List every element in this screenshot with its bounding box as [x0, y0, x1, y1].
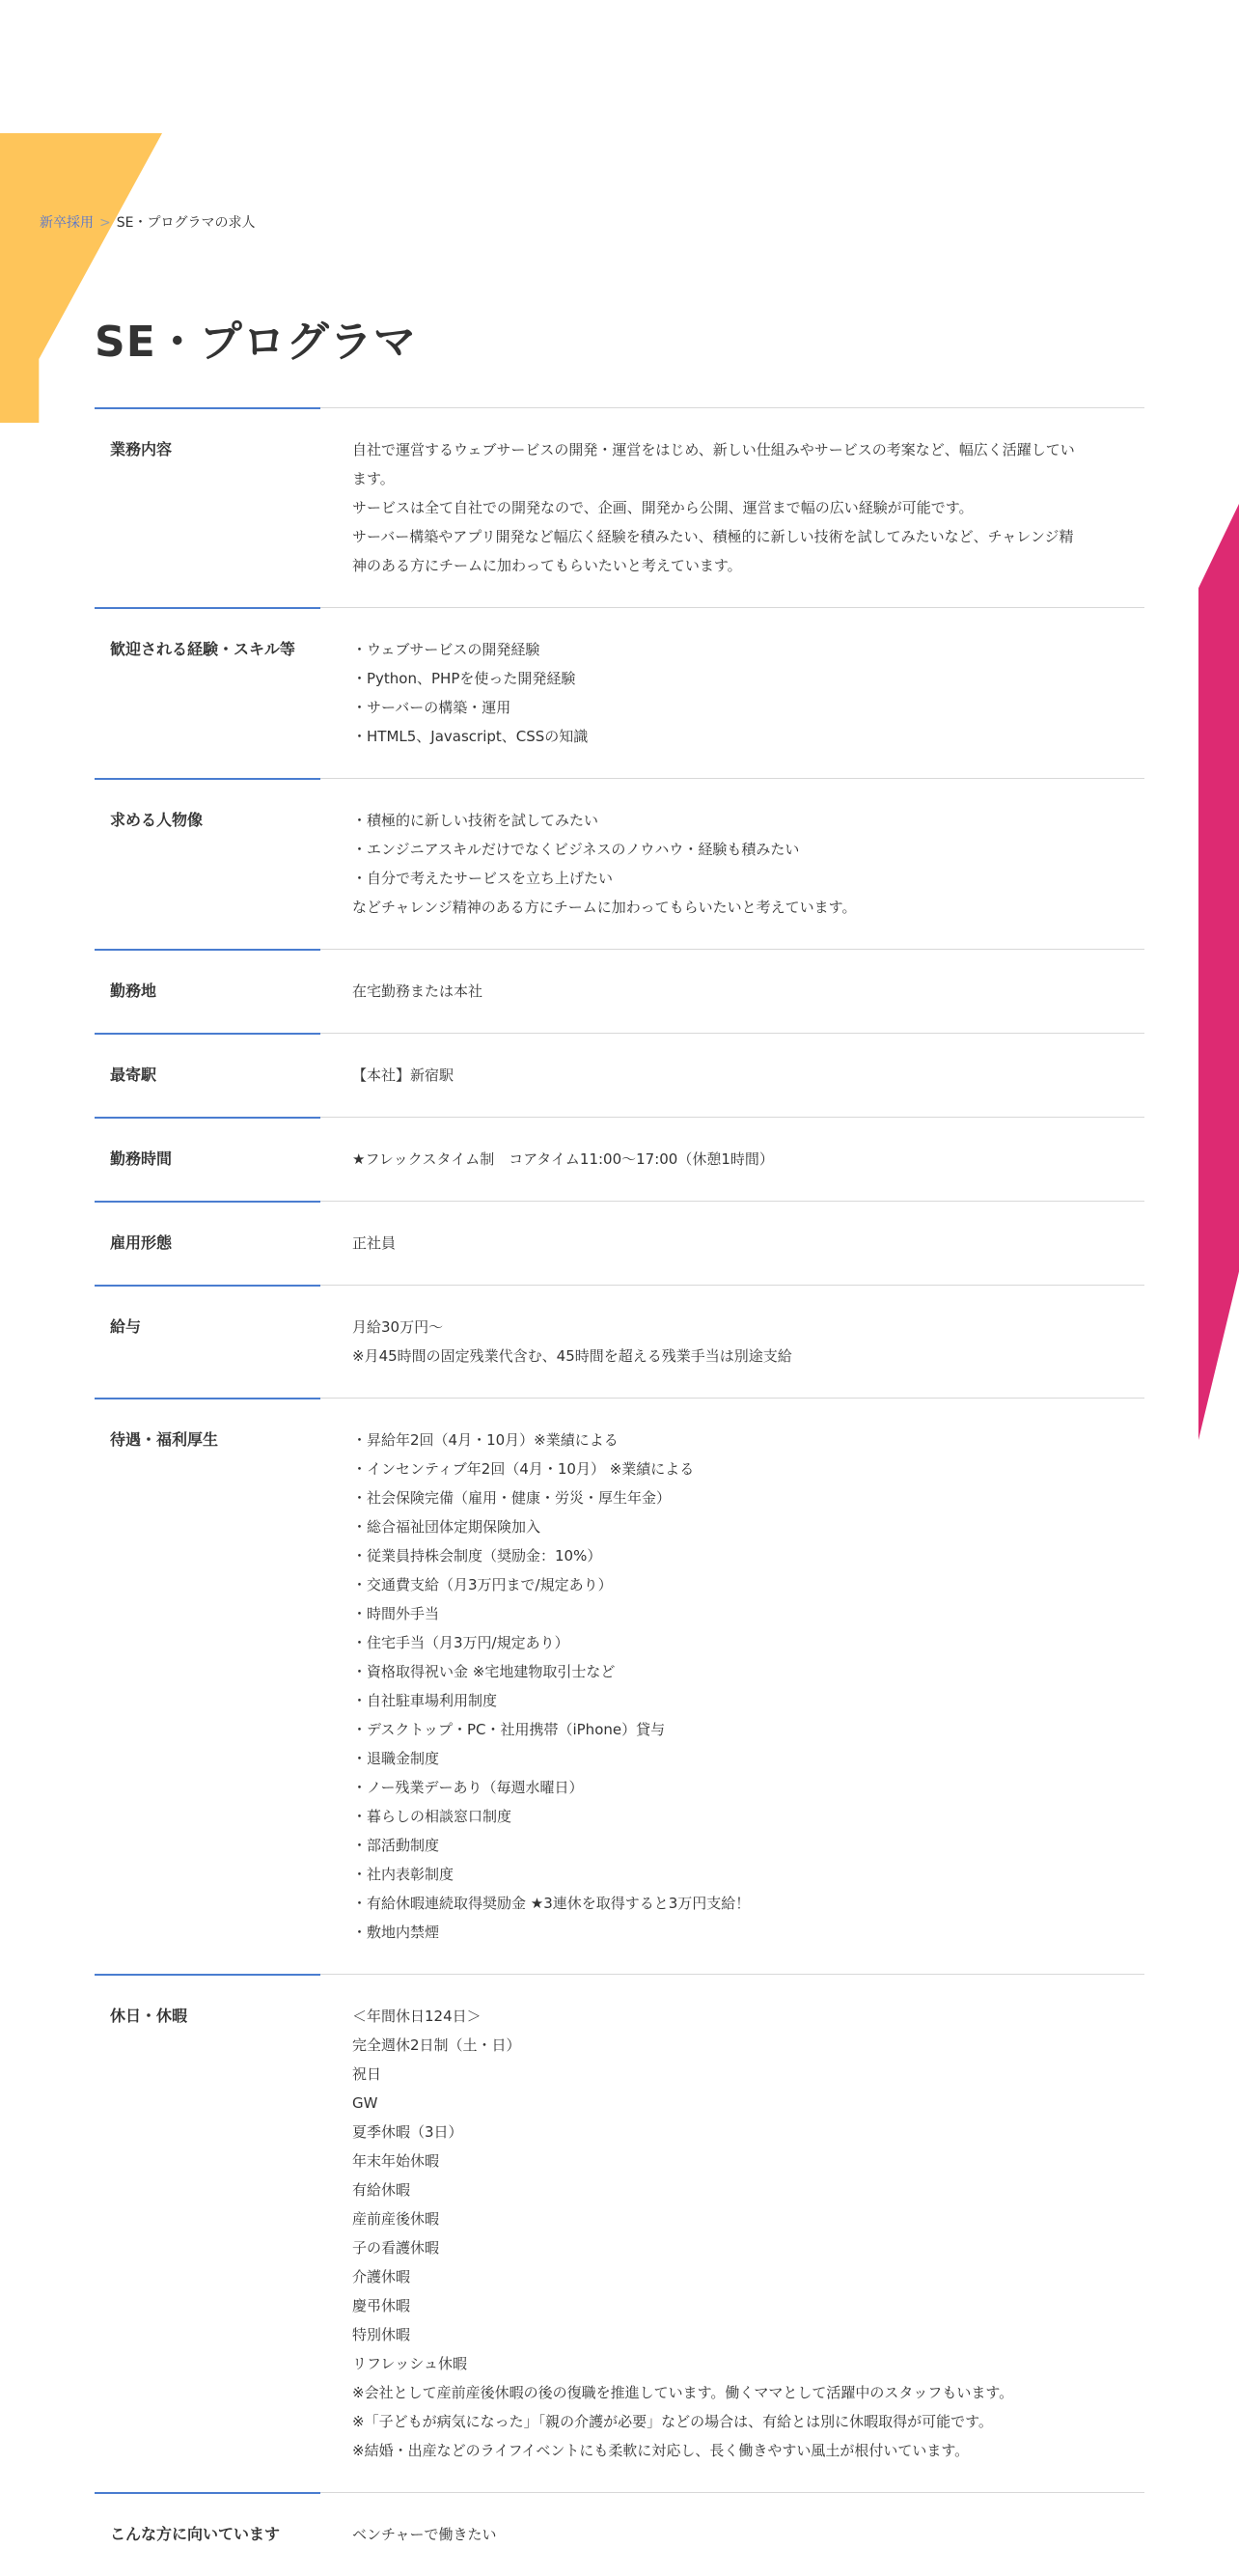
row-content-line: 夏季休暇（3日） — [352, 2123, 463, 2141]
row-content-line: ＜年間休日124日＞ — [352, 2008, 482, 2025]
job-details-table — [95, 407, 1144, 2576]
row-content-line: ・従業員持株会制度（奨励金：10%） — [352, 1547, 602, 1565]
row-content-line: ・時間外手当 — [352, 1605, 440, 1622]
row-content-line: 在宅勤務または本社 — [352, 983, 483, 1000]
row-content-line: ・住宅手当（月3万円/規定あり） — [352, 1634, 569, 1651]
row-label: 待遇・福利厚生 — [110, 1430, 219, 1449]
job-detail-row — [95, 407, 1144, 607]
row-content — [338, 1313, 1144, 1371]
row-content — [338, 1229, 1144, 1258]
row-content-line: ・昇給年2回（4月・10月）※業績による — [352, 1431, 619, 1449]
job-detail-row — [95, 607, 1144, 778]
row-content — [338, 977, 1144, 1006]
row-content-line: ・暮らしの相談窓口制度 — [352, 1808, 512, 1825]
row-content-line: ・部活動制度 — [352, 1837, 440, 1854]
job-detail-row — [95, 1201, 1144, 1285]
row-content-line: 産前産後休暇 — [352, 2210, 440, 2228]
row-content — [338, 1061, 1144, 1090]
row-content-line: ・HTML5、Javascript、CSSの知識 — [352, 728, 589, 745]
row-content-line: 特別休暇 — [352, 2326, 411, 2343]
row-content-line: ・総合福祉団体定期保険加入 — [352, 1518, 541, 1536]
row-content-line: ・社内表彰制度 — [352, 1866, 454, 1883]
row-content-line: ・エンジニアスキルだけでなくビジネスのノウハウ・経験も積みたい — [352, 841, 800, 858]
row-label: 休日・休暇 — [110, 2007, 188, 2025]
job-detail-row — [95, 1285, 1144, 1398]
row-label: 勤務時間 — [110, 1150, 173, 1168]
row-content-line: リフレッシュ休暇 — [352, 2355, 467, 2372]
row-content — [338, 806, 1144, 922]
row-content-line: 月給30万円〜 — [352, 1318, 444, 1336]
row-label: 歓迎される経験・スキル等 — [110, 640, 295, 658]
row-content-line: ・退職金制度 — [352, 1750, 440, 1767]
breadcrumb — [40, 212, 255, 232]
row-content-line: サービスは全て自社での開発なので、企画、開発から公開、運営まで幅の広い経験が可能です。 — [352, 499, 974, 516]
row-content-line: ・敷地内禁煙 — [352, 1924, 440, 1941]
row-content-line: 祝日 — [352, 2065, 382, 2083]
job-detail-row — [95, 1033, 1144, 1117]
row-content-line: 正社員 — [352, 1234, 397, 1252]
row-content — [338, 435, 1144, 580]
row-content-line: GW — [352, 2094, 378, 2112]
row-content-line: 子の看護休暇 — [352, 2239, 440, 2257]
row-content-line: ※会社として産前産後休暇の後の復職を推進しています。働くママとして活躍中のスタッフもいます。 — [352, 2384, 1014, 2401]
row-content-line: 介護休暇 — [352, 2268, 411, 2285]
job-detail-row — [95, 1398, 1144, 1974]
row-content-line: 神のある方にチームに加わってもらいたいと考えています。 — [352, 557, 742, 574]
row-content — [338, 2002, 1144, 2465]
page-title: SE・プログラマ — [95, 318, 417, 367]
row-content-line: ・有給休暇連続取得奨励金 ★3連休を取得すると3万円支給！ — [352, 1895, 751, 1912]
row-label: 雇用形態 — [110, 1233, 173, 1252]
row-content-line: ・社会保険完備（雇用・健康・労災・厚生年金） — [352, 1489, 672, 1507]
row-label: 最寄駅 — [110, 1066, 157, 1084]
job-detail-row — [95, 778, 1144, 949]
row-content-line: ※「子どもが病気になった」「親の介護が必要」などの場合は、有給とは別に休暇取得が可能です。 — [352, 2413, 993, 2430]
job-detail-row — [95, 949, 1144, 1033]
decorative-yellow-shape — [0, 133, 162, 423]
breadcrumb-current: SE・プログラマの求人 — [116, 215, 256, 231]
row-content-line: ・積極的に新しい技術を試してみたい — [352, 812, 599, 829]
row-content-line: サーバー構築やアプリ開発など幅広く経験を積みたい、積極的に新しい技術を試してみたいなど、チャレンジ精 — [352, 528, 1074, 545]
row-content-line: 【本社】新宿駅 — [352, 1066, 454, 1084]
row-label: 業務内容 — [110, 440, 173, 458]
row-content-line: 完全週休2日制（土・日） — [352, 2036, 521, 2054]
row-content — [338, 635, 1144, 751]
row-content-line: ・Python、PHPを使った開発経験 — [352, 670, 576, 687]
row-label: 求める人物像 — [110, 811, 204, 829]
breadcrumb-link-new-grad[interactable]: 新卒採用 — [40, 215, 94, 231]
row-content-line: ・自分で考えたサービスを立ち上げたい — [352, 870, 614, 887]
job-detail-row — [95, 1117, 1144, 1201]
row-content-line: ★フレックスタイム制 コアタイム11:00〜17:00（休憩1時間） — [352, 1150, 774, 1168]
row-content-line: ・自社駐車場利用制度 — [352, 1692, 498, 1709]
row-content-line: ※月45時間の固定残業代含む、45時間を超える残業手当は別途支給 — [352, 1347, 792, 1365]
row-label: 給与 — [110, 1317, 142, 1336]
row-content-line: ・サーバーの構築・運用 — [352, 699, 511, 716]
row-content-line: ※結婚・出産などのライフイベントにも柔軟に対応し、長く働きやすい風土が根付いています。 — [352, 2442, 970, 2459]
job-detail-row — [95, 2492, 1144, 2576]
row-content — [338, 1145, 1144, 1174]
decorative-pink-shape — [1198, 504, 1239, 1440]
row-content — [338, 2520, 1144, 2549]
row-content-line: などチャレンジ精神のある方にチームに加わってもらいたいと考えています。 — [352, 899, 857, 916]
row-content-line: ・ウェブサービスの開発経験 — [352, 641, 540, 658]
breadcrumb-separator: > — [99, 215, 111, 231]
row-content-line: ・交通費支給（月3万円まで/規定あり） — [352, 1576, 613, 1593]
row-content-line: ・インセンティブ年2回（4月・10月） ※業績による — [352, 1460, 695, 1478]
row-label: 勤務地 — [110, 982, 157, 1000]
row-content-line: ・資格取得祝い金 ※宅地建物取引士など — [352, 1663, 616, 1680]
row-content-line: 自社で運営するウェブサービスの開発・運営をはじめ、新しい仕組みやサービスの考案など、幅広く活躍してい — [352, 441, 1075, 458]
row-content — [338, 1426, 1144, 1947]
row-content-line: ます。 — [352, 470, 395, 487]
row-content-line: ・ノー残業デーあり（毎週水曜日） — [352, 1779, 584, 1796]
row-content-line: ・デスクトップ・PC・社用携帯（iPhone）貸与 — [352, 1721, 666, 1738]
row-content-line: 有給休暇 — [352, 2181, 411, 2199]
row-label: こんな方に向いています — [110, 2525, 281, 2543]
row-content-line: 年末年始休暇 — [352, 2152, 440, 2170]
row-content-line: 慶弔休暇 — [352, 2297, 411, 2314]
job-detail-row — [95, 1974, 1144, 2492]
row-content-line: ベンチャーで働きたい — [352, 2526, 497, 2543]
